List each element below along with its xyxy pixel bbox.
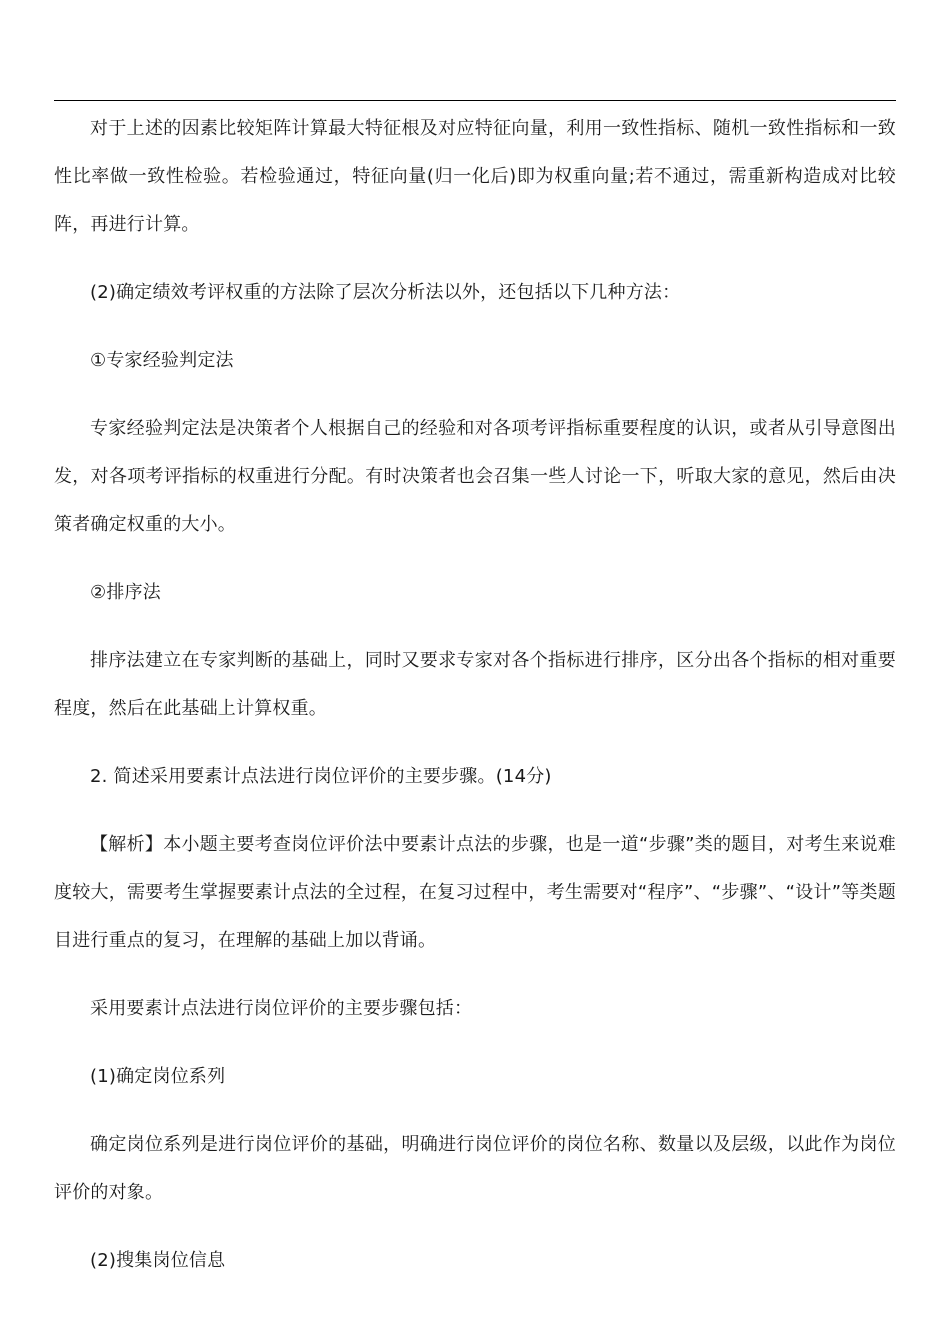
- heading-step-1: (1)确定岗位系列: [90, 1066, 226, 1087]
- paragraph-ranking-method: 排序法建立在专家判断的基础上，同时又要求专家对各个指标进行排序，区分出各个指标的相对重要程度，然后在此基础上计算权重。: [54, 650, 896, 719]
- paragraph-analysis: 【解析】本小题主要考查岗位评价法中要素计点法的步骤，也是一道“步骤”类的题目，对考生来说难度较大，需要考生掌握要素计点法的全过程，在复习过程中，考生需要对“程序”、“步骤”、“设计”等类题目进行重点的复习，在理解的基础上加以背诵。: [54, 834, 896, 951]
- paragraph-weight-methods-intro: (2)确定绩效考评权重的方法除了层次分析法以外，还包括以下几种方法：: [90, 282, 681, 303]
- paragraph-steps-intro: 采用要素计点法进行岗位评价的主要步骤包括：: [90, 998, 473, 1019]
- paragraph-step-1: 确定岗位系列是进行岗位评价的基础，明确进行岗位评价的岗位名称、数量以及层级，以此作为岗位评价的对象。: [54, 1134, 896, 1203]
- question-2: 2. 简述采用要素计点法进行岗位评价的主要步骤。(14分): [90, 766, 552, 787]
- document-body: [54, 105, 896, 1305]
- paragraph-consistency-check: 对于上述的因素比较矩阵计算最大特征根及对应特征向量，利用一致性指标、随机一致性指标和一致性比率做一致性检验。若检验通过，特征向量(归一化后)即为权重向量;若不通过，需重新构造成对比较阵，再进行计算。: [54, 118, 896, 235]
- heading-step-2: (2)搜集岗位信息: [90, 1250, 226, 1271]
- header-rule: [54, 100, 896, 101]
- heading-ranking-method: ②排序法: [90, 582, 161, 603]
- paragraph-expert-judgment: 专家经验判定法是决策者个人根据自己的经验和对各项考评指标重要程度的认识，或者从引导意图出发，对各项考评指标的权重进行分配。有时决策者也会召集一些人讨论一下，听取大家的意见，然后由决策者确定权重的大小。: [54, 418, 896, 535]
- heading-expert-judgment: ①专家经验判定法: [90, 350, 234, 371]
